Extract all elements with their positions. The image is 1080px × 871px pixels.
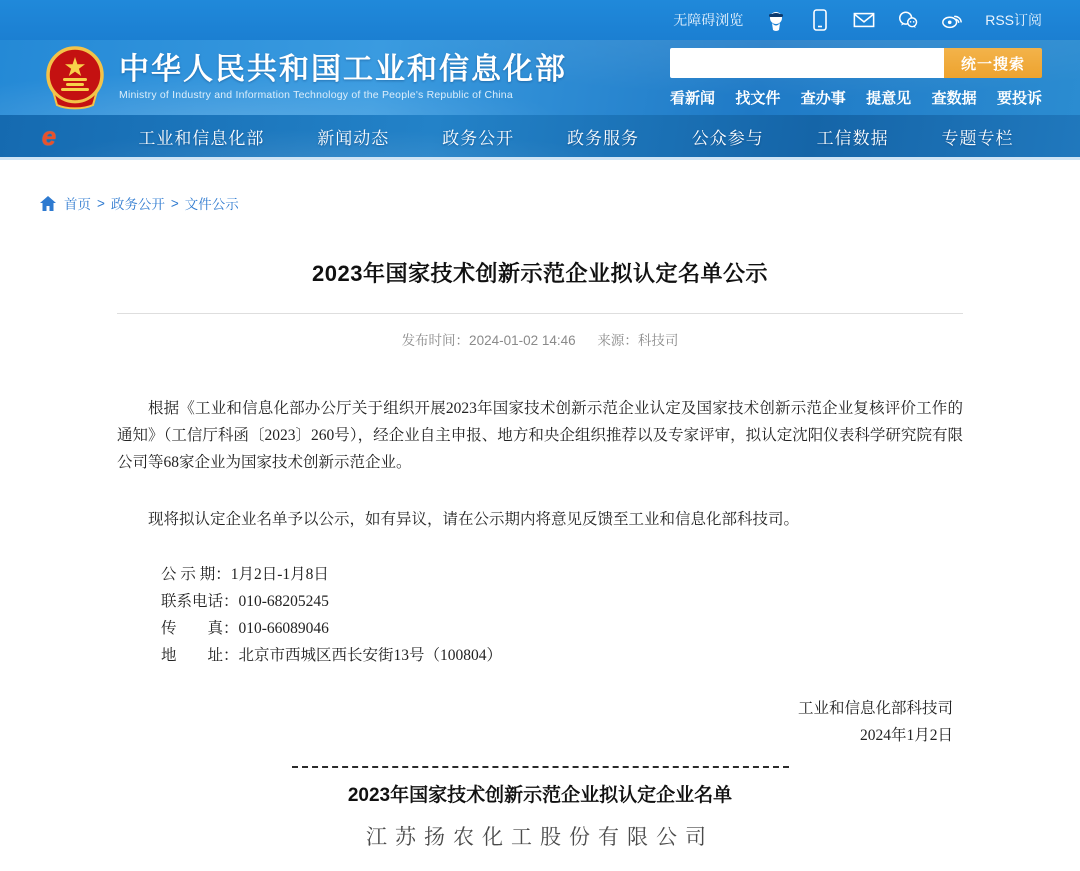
site-header <box>0 40 1080 115</box>
title-divider <box>117 313 963 314</box>
nav-item-gov-services[interactable]: 政务服务 <box>566 128 639 148</box>
breadcrumb-file-notice[interactable]: 文件公示 <box>184 197 239 212</box>
site-title: 中华人民共和国工业和信息化部 <box>119 53 567 86</box>
site-subtitle: Ministry of Industry and Information Technology of the People's Republic of China <box>119 89 513 101</box>
breadcrumb-home[interactable]: 首页 <box>64 197 91 212</box>
contact-phone: 联系电话：010-68205245 <box>161 593 329 610</box>
company-name: 江苏扬农化工股份有限公司 <box>366 825 714 849</box>
wechat-icon[interactable] <box>897 9 919 31</box>
contact-address: 地 址：北京市西城区西长安街13号（100804） <box>161 647 503 664</box>
rss-link[interactable]: RSS订阅 <box>985 12 1042 28</box>
quick-links <box>670 87 1042 108</box>
contact-info <box>117 561 963 669</box>
signoff-date: 2024年1月2日 <box>859 727 953 744</box>
mobile-icon[interactable] <box>809 9 831 31</box>
site-brand <box>45 45 567 111</box>
contact-fax: 传 真：010-66089046 <box>161 620 329 637</box>
notice-period: 公 示 期：1月2日-1月8日 <box>161 566 329 583</box>
top-utility-bar <box>0 0 1080 40</box>
article <box>117 257 963 871</box>
weibo-icon[interactable] <box>941 9 963 31</box>
nav-item-news[interactable]: 新闻动态 <box>317 128 390 148</box>
list-title: 2023年国家技术创新示范企业拟认定企业名单 <box>347 785 733 806</box>
signoff <box>117 695 963 749</box>
quick-link-data[interactable]: 查数据 <box>931 90 977 107</box>
signoff-department: 工业和信息化部科技司 <box>797 700 953 717</box>
nav-item-participation[interactable]: 公众参与 <box>691 128 764 148</box>
nav-item-gov-info[interactable]: 政务公开 <box>442 128 515 148</box>
search-button[interactable]: 统一搜索 <box>944 48 1042 78</box>
main-nav <box>0 115 1080 160</box>
dashed-divider <box>292 766 789 768</box>
quick-link-complaint[interactable]: 要投诉 <box>996 90 1042 107</box>
nav-item-miit[interactable]: 工业和信息化部 <box>138 128 265 148</box>
publish-time: 发布时间：2024-01-02 14:46 <box>401 333 576 348</box>
article-source: 来源：科技司 <box>597 333 679 348</box>
accessibility-link[interactable]: 无障碍浏览 <box>673 12 744 28</box>
breadcrumb-separator: > <box>97 195 105 211</box>
quick-link-files[interactable]: 找文件 <box>735 90 781 107</box>
quick-link-services[interactable]: 查办事 <box>800 90 846 107</box>
nav-item-topics[interactable]: 专题专栏 <box>941 128 1014 148</box>
article-meta <box>117 329 963 349</box>
paragraph: 现将拟认定企业名单予以公示，如有异议，请在公示期内将意见反馈至工业和信息化部科技司。 <box>148 511 800 528</box>
quick-link-suggest[interactable]: 提意见 <box>866 90 912 107</box>
paragraph: 根据《工业和信息化部办公厅关于组织开展2023年国家技术创新示范企业认定及国家技术创新示范企业复核评价工作的通知》（工信厅科函〔2023〕260号），经企业自主申报、地方和央企组织推荐以及专家评审，拟认定沈阳仪表科学研究院有限公司等68家企业为国家技术创新示范企业。 <box>117 400 963 471</box>
search-input[interactable] <box>670 48 944 78</box>
home-icon <box>40 196 56 211</box>
mail-icon[interactable] <box>853 9 875 31</box>
breadcrumb-gov-info[interactable]: 政务公开 <box>110 197 165 212</box>
breadcrumb-separator: > <box>170 195 179 211</box>
breadcrumb <box>40 193 1080 213</box>
national-emblem-icon <box>45 45 105 111</box>
nav-e-logo-icon: e <box>41 121 57 151</box>
article-title: 2023年国家技术创新示范企业拟认定名单公示 <box>312 261 768 286</box>
nav-item-data[interactable]: 工信数据 <box>816 128 889 148</box>
quick-link-news[interactable]: 看新闻 <box>670 90 716 107</box>
mascot-icon[interactable] <box>765 9 787 31</box>
